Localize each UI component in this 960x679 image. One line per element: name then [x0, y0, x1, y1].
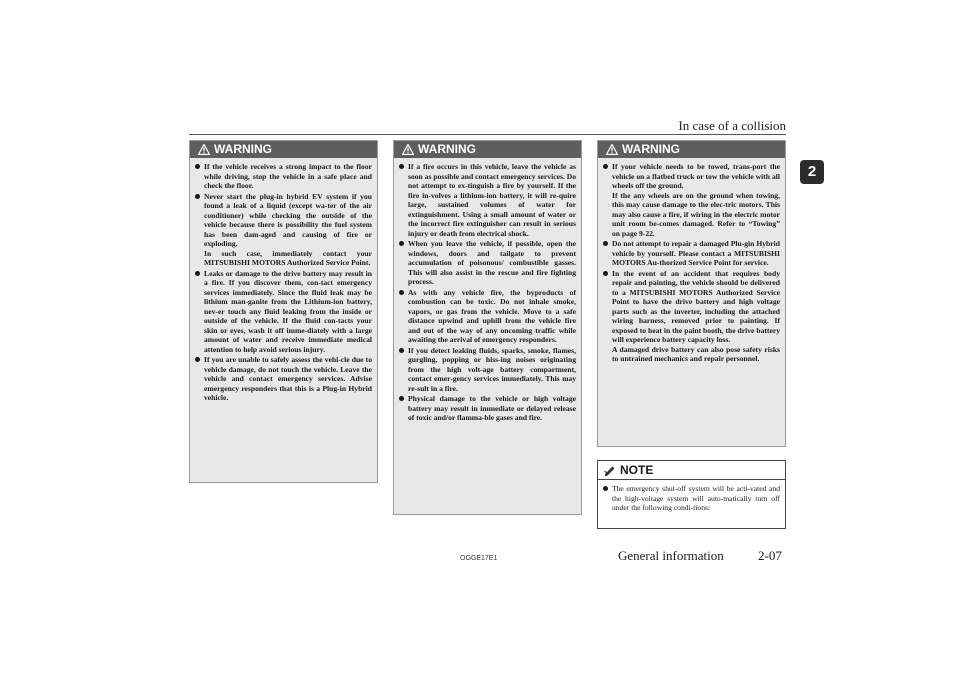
bullet-icon — [603, 241, 608, 246]
header-divider — [189, 134, 786, 135]
warning-item: If you detect leaking fluids, sparks, smoke, flames, gurgling, popping or hiss-ing noises originating from the high volt-age battery compartment, contact emer-gency services immediately. This may re-sult in a fire. — [399, 346, 576, 394]
warning-item: If a fire occurs in this vehicle, leave the vehicle as soon as possible and contact emergency services. Do not attempt to ex-tinguish a fire by yourself. If the fire in-volves a lithium-ion battery, it will re-quire large, sustained volumes of water for extinguishment. Using a small amount of water or the incorrect fire extinguisher can result in serious injury or death from electrical shock. — [399, 162, 576, 238]
bullet-icon — [399, 348, 404, 353]
bullet-icon — [399, 241, 404, 246]
warning-body — [394, 158, 581, 429]
note-heading: NOTE — [620, 463, 654, 477]
note-header — [598, 461, 785, 480]
warning-item: In the event of an accident that requires body repair and painting, the vehicle should be delivered to a MITSUBISHI MOTORS Authorized Service Point to have the drive battery and high voltage parts such as the inverter, including the attached wiring harness, removed prior to painting. If exposed to heat in the paint booth, the drive battery will experience battery capacity loss. A damaged drive battery can also pose safety risks to untrained mechanics and repair personnel. — [603, 269, 780, 364]
footer-section-name: General information — [618, 548, 724, 563]
warning-body — [598, 158, 785, 370]
bullet-icon — [195, 164, 200, 169]
warning-heading: WARNING — [418, 142, 476, 156]
warning-header — [394, 141, 581, 158]
bullet-icon — [603, 486, 608, 491]
bullet-icon — [195, 194, 200, 199]
warning-item: As with any vehicle fire, the byproducts of combustion can be toxic. Do not inhale smoke, vapors, or gas from the vehicle. Move to a safe distance upwind and uphill from the vehicle fire and out of the way of any oncoming traffic while awaiting the arrival of emergency responders. — [399, 288, 576, 345]
warning-header — [598, 141, 785, 158]
page-header-title: In case of a collision — [678, 118, 786, 133]
warning-item: If the vehicle receives a strong impact to the floor while driving, stop the vehicle in a safe place and check the floor. — [195, 162, 372, 191]
warning-triangle-icon — [402, 144, 414, 155]
warning-heading: WARNING — [214, 142, 272, 156]
bullet-icon — [603, 164, 608, 169]
note-body — [598, 480, 785, 518]
warning-item: Leaks or damage to the drive battery may result in a fire. If you discover them, con-tact emergency services immediately. Since the fluid leak may be lithium man-ganite from the Lithium-ion battery, nev-er touch any fluid leaking from the inside or outside of the vehicle. If the fluid con-tacts your skin or eyes, wash it off imme-diately with a large amount of water and receive immediate medical attention to help avoid serious injury. — [195, 269, 372, 355]
warning-box-3 — [597, 140, 786, 447]
bullet-icon — [195, 357, 200, 362]
warning-item: Do not attempt to repair a damaged Plu-gin Hybrid vehicle by yourself. Please contact a MITSUBISHI MOTORS Au-thorized Service Point for service. — [603, 239, 780, 268]
warning-triangle-icon — [606, 144, 618, 155]
note-box — [597, 460, 786, 529]
warning-item: Physical damage to the vehicle or high voltage battery may result in immediate or delayed release of toxic and/or flamma-ble gases and fire. — [399, 394, 576, 423]
warning-item: Never start the plug-in hybrid EV system if you found a leak of a liquid (except wa-ter of the air conditioner) while checking the outside of the vehicle because there is possibility the fuel system has been dam-aged and causing of fire or exploding. In such case, immediately contact your MITSUBISHI MOTORS Authorized Service Point. — [195, 192, 372, 268]
warning-item: If your vehicle needs to be towed, trans-port the vehicle on a flatbed truck or tow the vehicle with all wheels off the ground. If the any wheels are on the ground when towing, this may cause damage to the elec-tric motors. This may also cause a fire, if wiring in the electric motor unit room be-comes damaged. Refer to “Towing” on page 9-22. — [603, 162, 780, 238]
bullet-icon — [195, 271, 200, 276]
note-item: The emergency shut-off system will be acti-vated and the high-voltage system will auto-matically turn off under the following condi-tions: — [603, 484, 780, 513]
warning-header — [190, 141, 377, 158]
bullet-icon — [399, 290, 404, 295]
warning-heading: WARNING — [622, 142, 680, 156]
bullet-icon — [399, 396, 404, 401]
warning-triangle-icon — [198, 144, 210, 155]
note-pencil-icon — [604, 465, 616, 476]
bullet-icon — [399, 164, 404, 169]
chapter-tab[interactable]: 2 — [800, 160, 824, 184]
document-code: OGGE17E1 — [460, 555, 498, 562]
warning-box-2 — [393, 140, 582, 515]
warning-box-1 — [189, 140, 378, 483]
warning-body — [190, 158, 377, 409]
warning-item: If you are unable to safely assess the vehi-cle due to vehicle damage, do not touch the vehicle. Leave the vehicle and contact emergency services. Advise emergency responders that this is a Plug-in Hybrid vehicle. — [195, 355, 372, 403]
bullet-icon — [603, 271, 608, 276]
page-number: 2-07 — [758, 548, 782, 563]
warning-item: When you leave the vehicle, if possible, open the windows, doors and tailgate to prevent accumulation of poisonous/ combustible gasses. This will also assist in the rescue and fire fighting process. — [399, 239, 576, 287]
